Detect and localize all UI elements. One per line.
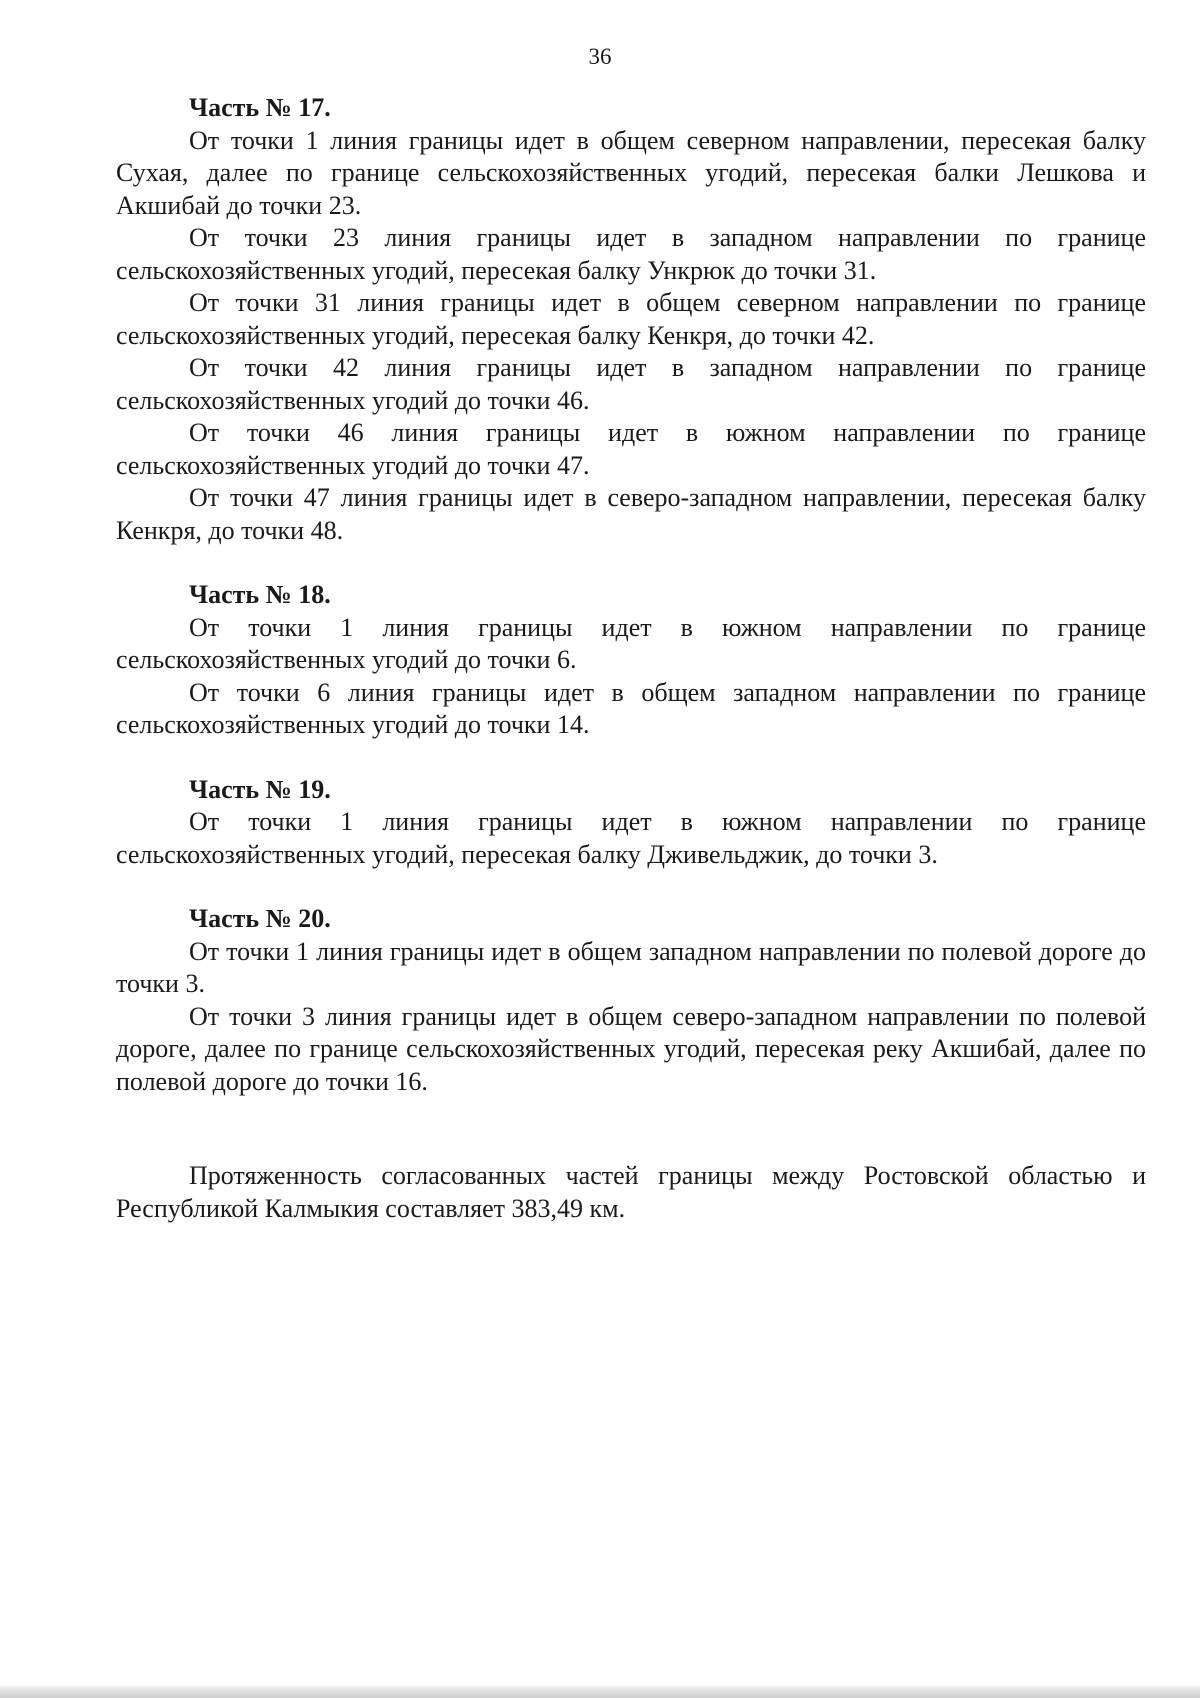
section-part-18	[116, 579, 1146, 742]
paragraph: От точки 31 линия границы идет в общем северном направлении по границе сельскохозяйственных угодий, пересекая балку Кенкря, до точки 42.	[116, 288, 1146, 350]
section-title: Часть № 19.	[189, 774, 331, 804]
paragraph: От точки 47 линия границы идет в северо-западном направлении, пересекая балку Кенкря, до точки 48.	[116, 483, 1146, 545]
section-title: Часть № 18.	[189, 580, 331, 609]
section-part-17	[116, 92, 1146, 547]
section-title: Часть № 20.	[189, 904, 331, 933]
section-title: Часть № 17.	[189, 93, 331, 122]
page-number: 36	[588, 44, 612, 69]
paragraph: От точки 6 линия границы идет в общем западном направлении по границе сельскохозяйственных угодий до точки 14.	[116, 677, 1146, 739]
paragraph: От точки 1 линия границы идет в общем западном направлении по полевой дороге до точки 3.	[116, 936, 1146, 998]
section-part-20	[116, 903, 1146, 1098]
section-part-19	[116, 774, 1146, 872]
scan-edge-strip	[0, 1684, 1200, 1698]
paragraph: От точки 46 линия границы идет в южном направлении по границе сельскохозяйственных угодий до точки 47.	[116, 418, 1146, 480]
paragraph: От точки 42 линия границы идет в западном направлении по границе сельскохозяйственных угодий до точки 46.	[116, 353, 1146, 415]
paragraph: От точки 1 линия границы идет в общем северном направлении, пересекая балку Сухая, далее по границе сельскохозяйственных угодий, пересекая балки Лешкова и Акшибай до точки 23.	[116, 125, 1146, 220]
document-body	[116, 92, 1146, 1225]
paragraph: От точки 1 линия границы идет в южном направлении по границе сельскохозяйственных угодий, пересекая балку Дживельджик, до точки 3.	[116, 807, 1146, 869]
paragraph: От точки 23 линия границы идет в западном направлении по границе сельскохозяйственных угодий, пересекая балку Ункрюк до точки 31.	[116, 223, 1146, 285]
summary-paragraph: Протяженность согласованных частей границы между Ростовской областью и Республикой Калмыкия составляет 383,49 км.	[116, 1161, 1146, 1223]
paragraph: От точки 3 линия границы идет в общем северо-западном направлении по полевой дороге, далее по границе сельскохозяйственных угодий, пересекая реку Акшибай, далее по полевой дороге до точки 16.	[116, 1001, 1146, 1096]
paragraph: От точки 1 линия границы идет в южном направлении по границе сельскохозяйственных угодий до точки 6.	[116, 612, 1146, 674]
